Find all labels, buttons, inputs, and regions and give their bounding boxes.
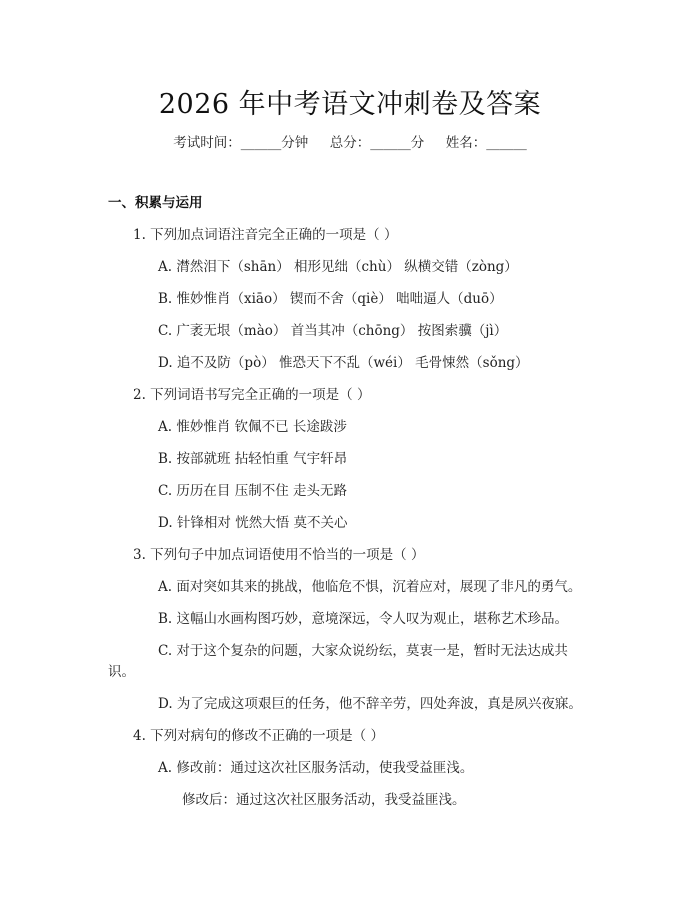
option-a: A. 修改前：通过这次社区服务活动，使我受益匪浅。 — [158, 760, 474, 776]
page-title: 2026 年中考语文冲刺卷及答案 — [158, 89, 542, 120]
option-d: D. 追不及防（pò） 惟恐天下不乱（wéi） 毛骨悚然（sǒng） — [158, 355, 529, 371]
option-c: C. 历历在目 压制不住 走头无路 — [158, 483, 348, 499]
exam-info: 考试时间：______分钟 总分：______分 姓名：______ — [173, 135, 527, 151]
option-a-revision: 修改后：通过这次社区服务活动，我受益匪浅。 — [182, 792, 466, 808]
option-a: A. 潸然泪下（shān） 相形见绌（chù） 纵横交错（zòng） — [158, 259, 518, 275]
option-a: A. 惟妙惟肖 钦佩不已 长途跋涉 — [158, 419, 347, 435]
option-c-continued: 识。 — [108, 664, 135, 680]
option-d: D. 为了完成这项艰巨的任务，他不辞辛劳，四处奔波，真是夙兴夜寐。 — [158, 696, 582, 712]
option-b: B. 按部就班 拈轻怕重 气宇轩昂 — [158, 451, 348, 467]
question-stem: 3. 下列句子中加点词语使用不恰当的一项是（ ） — [133, 547, 425, 563]
option-a: A. 面对突如其来的挑战，他临危不惧，沉着应对，展现了非凡的勇气。 — [158, 579, 582, 595]
option-c: C. 广袤无垠（mào） 首当其冲（chōng） 按图索骥（jì） — [158, 323, 508, 339]
question-stem: 2. 下列词语书写完全正确的一项是（ ） — [133, 387, 371, 403]
option-c: C. 对于这个复杂的问题，大家众说纷纭，莫衷一是，暂时无法达成共 — [158, 643, 568, 659]
question-stem: 1. 下列加点词语注音完全正确的一项是（ ） — [133, 227, 398, 243]
question-stem: 4. 下列对病句的修改不正确的一项是（ ） — [133, 728, 384, 744]
option-b: B. 这幅山水画构图巧妙，意境深远，令人叹为观止，堪称艺术珍品。 — [158, 611, 569, 627]
option-d: D. 针锋相对 恍然大悟 莫不关心 — [158, 515, 348, 531]
option-b: B. 惟妙惟肖（xiāo） 锲而不舍（qiè） 咄咄逼人（duō） — [158, 291, 503, 307]
section-heading: 一、积累与运用 — [108, 195, 203, 211]
